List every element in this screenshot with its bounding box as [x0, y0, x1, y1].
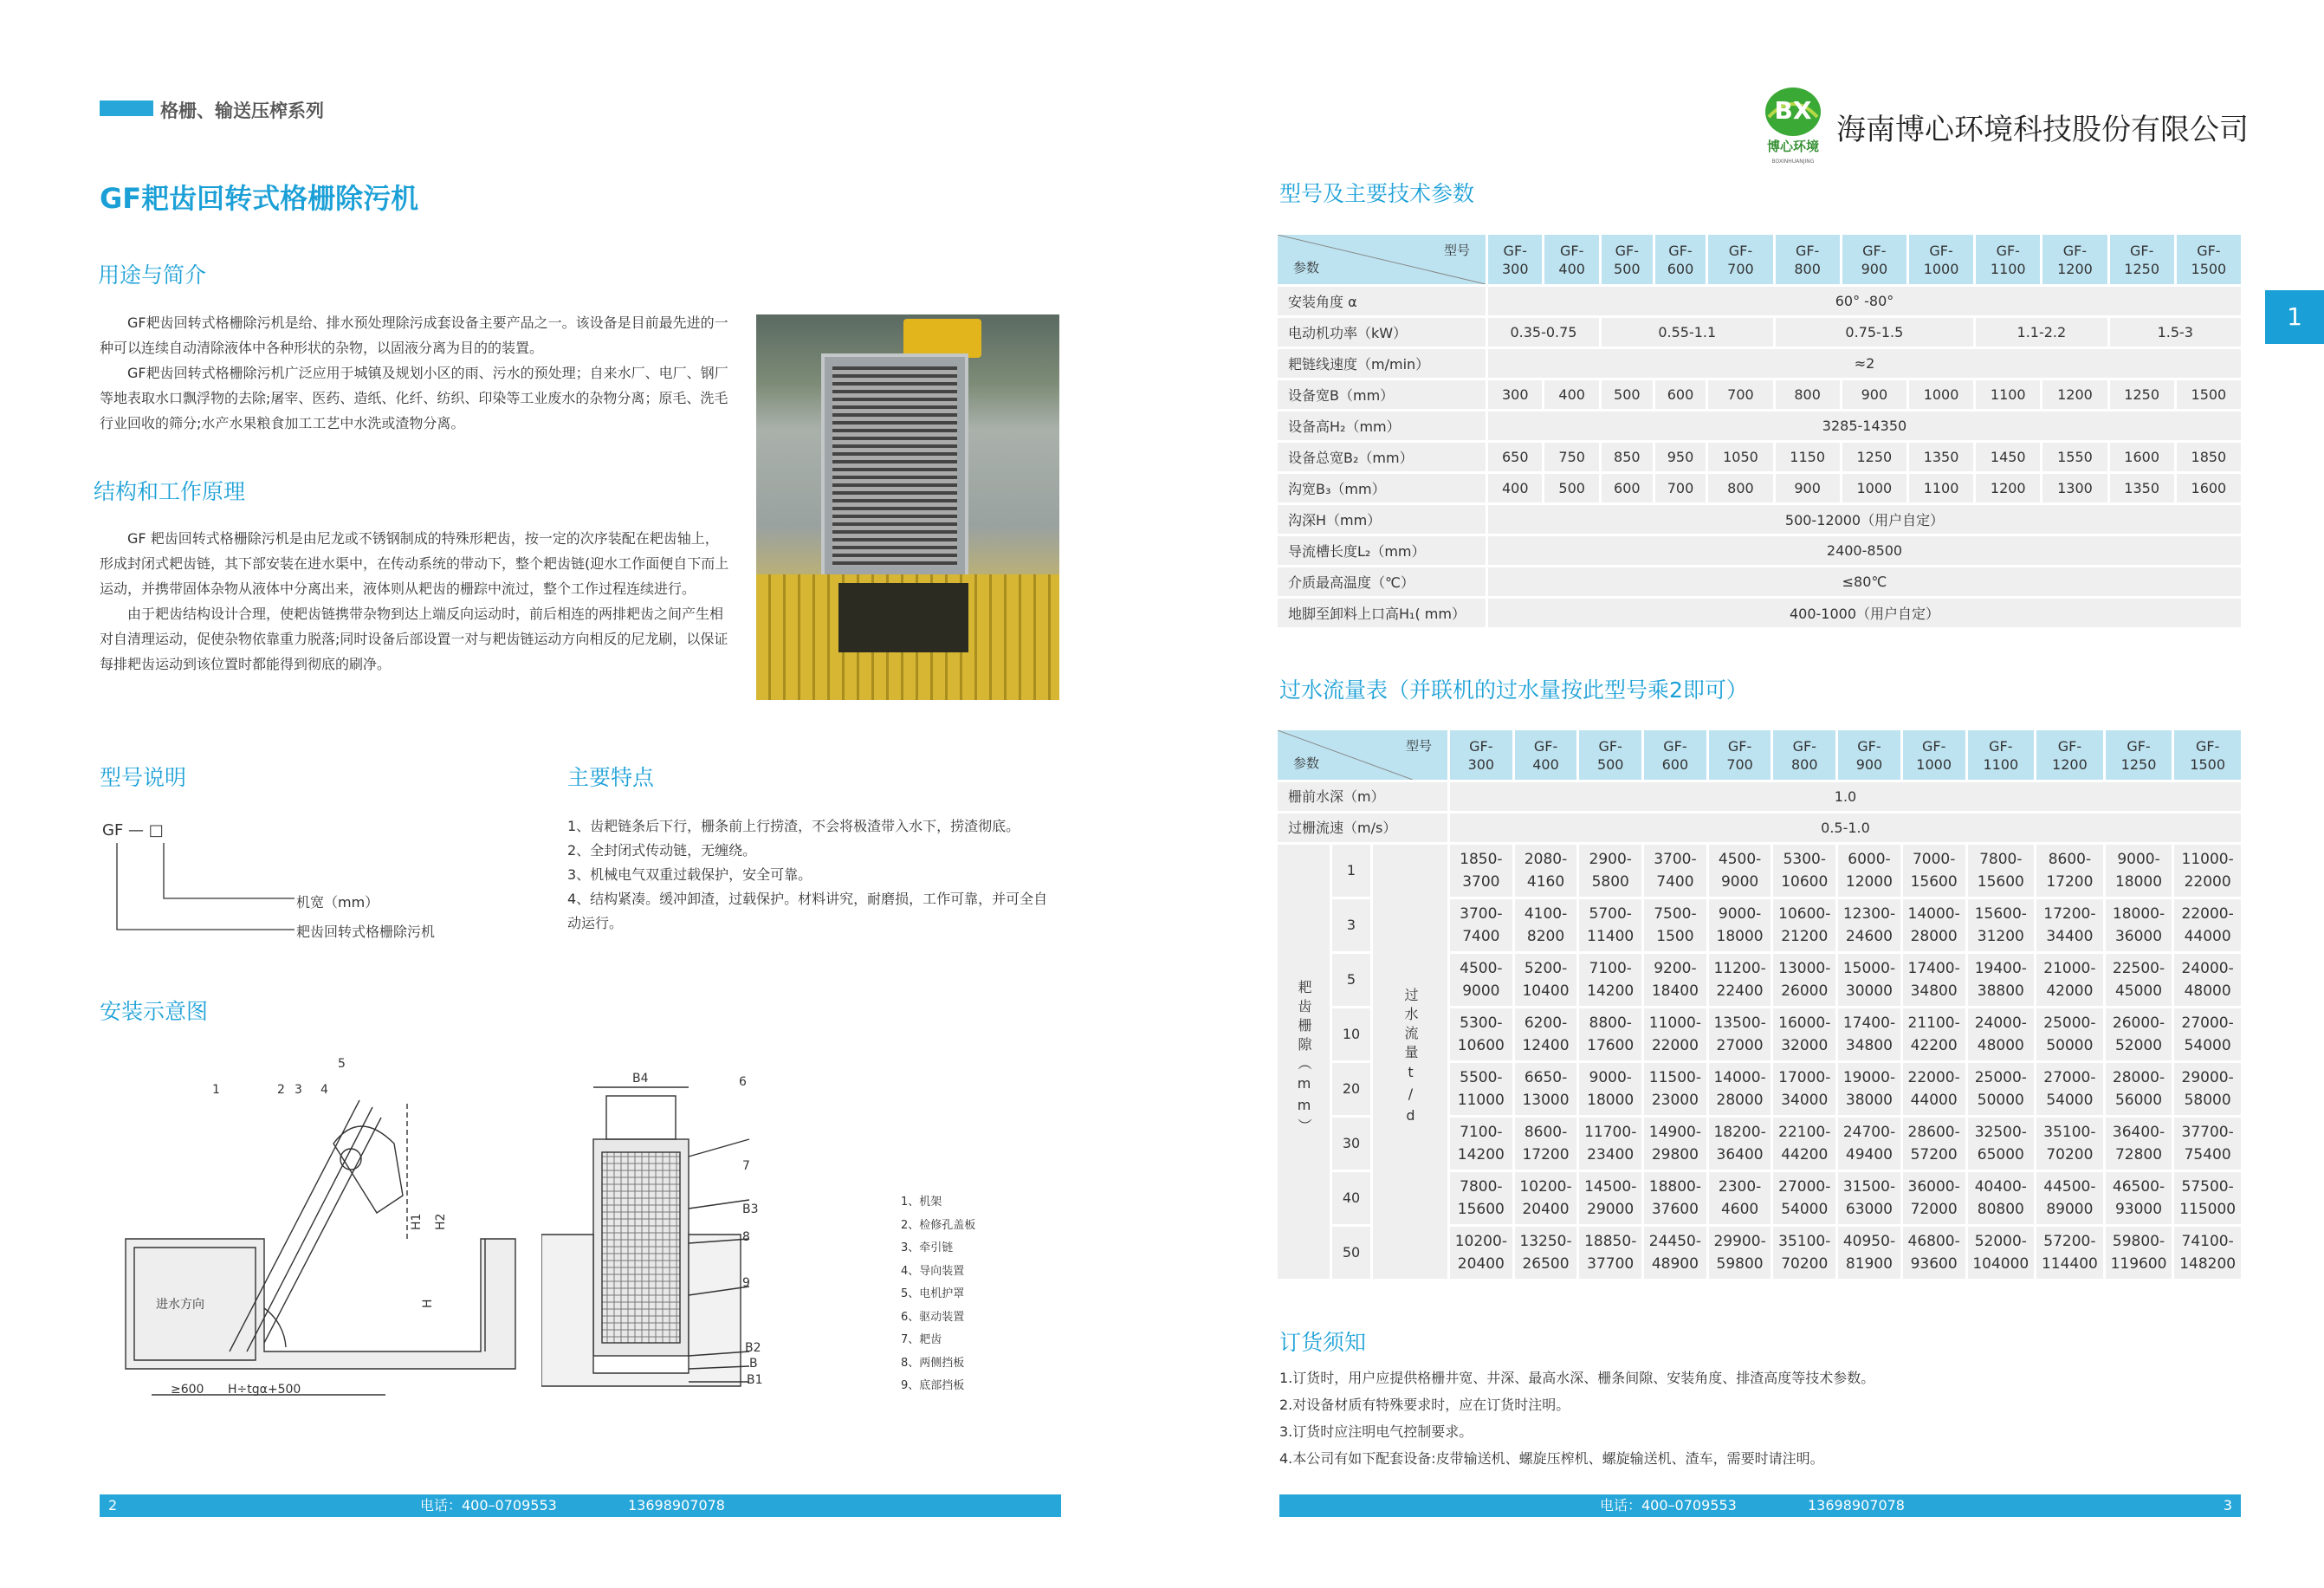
label-b1: B1 [747, 1373, 763, 1387]
structure-heading: 结构和工作原理 [94, 479, 246, 504]
page-tab: 1 [2265, 290, 2324, 344]
model-header: GF- 300 [1488, 235, 1542, 284]
flow-cell: 2300- 4600 [1709, 1172, 1771, 1224]
flow-cell: 7100- 14200 [1579, 954, 1641, 1006]
spec-cell: 1100 [1976, 380, 2040, 409]
flow-cell: 18000- 36000 [2106, 899, 2172, 951]
flow-cell: 8600- 17200 [2036, 845, 2103, 897]
flow-cell: 15600- 31200 [1968, 899, 2035, 951]
footer-phone: 电话：400–0709553 [1600, 1497, 1737, 1513]
spec-cell: 900 [1842, 380, 1906, 409]
legend-item: 2、检修孔盖板 [901, 1218, 976, 1232]
model-header: GF- 1200 [2036, 730, 2103, 780]
label-inflow: 进水方向 [156, 1298, 204, 1312]
usage-para-2: GF耙齿回转式格栅除污机广泛应用于城镇及规划小区的雨、污水的预处理；自来水厂、电厂、钢厂等地表取水口飘浮物的去除;屠宰、医药、造纸、化纤、纺织、印染等工业废水的杂物分离；原毛、洗毛行业回收的筛分;水产水果粮食加工工艺中水洗或渣物分离。 [100, 365, 728, 431]
flow-cell: 37700- 75400 [2174, 1118, 2241, 1170]
flow-cell: 5300- 10600 [1773, 845, 1835, 897]
flow-cell: 7500- 1500 [1644, 899, 1706, 951]
order-item: 3.订货时应注明电气控制要求。 [1279, 1423, 1473, 1440]
page-number: 2 [108, 1497, 118, 1513]
flow-cell: 18800- 37600 [1644, 1172, 1706, 1224]
flow-cell: 9000- 18000 [1709, 899, 1771, 951]
right-footer [1279, 1494, 2241, 1517]
model-header: GF- 1000 [1909, 235, 1973, 284]
label-4: 4 [320, 1083, 328, 1097]
model-header: GF- 900 [1842, 235, 1906, 284]
gap-value: 50 [1332, 1227, 1370, 1279]
feature-item: 3、机械电气双重过载保护，安全可靠。 [567, 866, 812, 883]
flow-cell: 44500- 89000 [2036, 1172, 2103, 1224]
flow-cell: 8600- 17200 [1515, 1118, 1577, 1170]
flow-axis-text: 过水流量t/d [1402, 988, 1419, 1129]
flow-cell: 4100- 8200 [1515, 899, 1577, 951]
model-header: GF- 1250 [2110, 235, 2174, 284]
spec-row-label: 设备总宽B₂（mm） [1278, 443, 1486, 471]
model-width-label: 机宽（mm） [296, 894, 379, 911]
flow-cell: 9200- 18400 [1644, 954, 1706, 1006]
features-list [567, 814, 1061, 936]
spec-row-label: 耙链线速度（m/min） [1278, 349, 1486, 378]
model-header: GF- 600 [1655, 235, 1706, 284]
logo-en: BOXINHUANJING [1771, 159, 1815, 165]
left-footer [100, 1494, 1061, 1517]
page-number: 3 [2223, 1497, 2232, 1513]
flow-cell: 7800- 15600 [1968, 845, 2035, 897]
spec-cell: 1500 [2177, 380, 2241, 409]
features-heading: 主要特点 [567, 765, 655, 790]
gap-value: 3 [1332, 899, 1370, 951]
gap-value: 10 [1332, 1008, 1370, 1060]
feature-item: 2、全封闭式传动链，无缠绕。 [567, 842, 757, 859]
label-2: 2 [277, 1083, 285, 1097]
flow-cell: 1850- 3700 [1450, 845, 1512, 897]
spec-row-label: 地脚至卸料上口高H₁( mm） [1278, 599, 1486, 627]
spec-heading: 型号及主要技术参数 [1279, 181, 1475, 206]
model-header: GF- 800 [1773, 730, 1835, 780]
spec-row-label: 设备高H₂（mm） [1278, 412, 1486, 440]
model-code: GF — □ [102, 821, 164, 839]
label-h: H [421, 1299, 435, 1308]
model-header: GF- 1100 [1976, 235, 2040, 284]
flow-cell: 57500- 115000 [2174, 1172, 2241, 1224]
spec-cell: ≤80℃ [1488, 567, 2241, 596]
page-title: GF耙齿回转式格栅除污机 [100, 182, 419, 215]
footer-phone-2: 13698907078 [628, 1497, 725, 1513]
label-1: 1 [212, 1083, 220, 1097]
flow-corner-param: 参数 [1293, 755, 1320, 771]
spec-cell: 1150 [1776, 443, 1840, 471]
series-bar [100, 100, 153, 116]
install-legend [901, 1191, 975, 1398]
spec-cell: 1100 [1909, 474, 1973, 502]
spec-cell: 400-1000（用户自定） [1488, 599, 2241, 627]
front-view-drawing [541, 1070, 801, 1416]
flow-table [1275, 728, 2243, 1281]
flow-cell: 8800- 17600 [1579, 1008, 1641, 1060]
flow-cell: 4500- 9000 [1450, 954, 1512, 1006]
model-header: GF- 800 [1776, 235, 1840, 284]
legend-item: 9、底部挡板 [901, 1379, 965, 1392]
flow-cell: 13250- 26500 [1515, 1227, 1577, 1279]
flow-axis-label [1373, 845, 1447, 1279]
logo-mark: BX [1774, 96, 1812, 125]
flow-cell: 5500- 11000 [1450, 1063, 1512, 1115]
flow-cell: 22000- 44000 [1903, 1063, 1965, 1115]
flow-cell: 46800- 93600 [1903, 1227, 1965, 1279]
flow-cell: 11200- 22400 [1709, 954, 1771, 1006]
label-h2: H2 [434, 1213, 448, 1230]
spec-cell: 60° -80° [1488, 287, 2241, 315]
spec-cell: 1250 [2110, 380, 2174, 409]
structure-para-1: GF 耙齿回转式格栅除污机是由尼龙或不锈钢制成的特殊形耙齿，按一定的次序装配在耙齿轴上，形成封闭式耙齿链，其下部安装在进水渠中，在传动系统的带动下，整个耙齿链(迎水工作面便自下而上运动，并携带固体杂物从液体中分离出来，液体则从耙齿的栅踪中流过，整个工作过程连续进行。 [100, 530, 729, 597]
spec-cell: 500 [1544, 474, 1598, 502]
spec-cell: 400 [1544, 380, 1598, 409]
flow-cell: 15000- 30000 [1838, 954, 1900, 1006]
flow-cell: 10200- 20400 [1450, 1227, 1512, 1279]
motor-shape [903, 319, 981, 358]
legend-item: 5、电机护罩 [901, 1287, 965, 1300]
flow-cell: 6000- 12000 [1838, 845, 1900, 897]
spec-row-label: 安装角度 α [1278, 287, 1486, 315]
flow-cell: 17200- 34400 [2036, 899, 2103, 951]
usage-text [100, 310, 732, 436]
spec-cell: 0.55-1.1 [1602, 318, 1773, 347]
flow-cell: 24450- 48900 [1644, 1227, 1706, 1279]
model-header: GF- 300 [1450, 730, 1512, 780]
flow-cell: 4500- 9000 [1709, 845, 1771, 897]
order-item: 1.订货时，用户应提供格栅井宽、井深、最高水深、栅条间隙、安装角度、排渣高度等技术参数。 [1279, 1370, 1875, 1386]
model-header: GF- 400 [1544, 235, 1598, 284]
flow-cell: 40950- 81900 [1838, 1227, 1900, 1279]
flow-cell: 3700- 7400 [1644, 845, 1706, 897]
model-header: GF- 1100 [1968, 730, 2035, 780]
spec-cell: 1000 [1909, 380, 1973, 409]
flow-cell: 59800- 119600 [2106, 1227, 2172, 1279]
spec-cell: 3285-14350 [1488, 412, 2241, 440]
spec-cell: 700 [1708, 380, 1772, 409]
flow-cell: 14500- 29000 [1579, 1172, 1641, 1224]
spec-cell: 900 [1776, 474, 1840, 502]
flow-depth-label: 栅前水深（m） [1278, 782, 1447, 811]
flow-cell: 17400- 34800 [1838, 1008, 1900, 1060]
flow-cell: 36000- 72000 [1903, 1172, 1965, 1224]
spec-cell: 2400-8500 [1488, 536, 2241, 565]
company-logo [1750, 82, 1836, 169]
spec-row-label: 导流槽长度L₂（mm） [1278, 536, 1486, 565]
model-header: GF- 1500 [2177, 235, 2241, 284]
logo-cn: 博心环境 [1766, 139, 1820, 154]
spec-cell: 600 [1602, 474, 1653, 502]
order-item: 4.本公司有如下配套设备:皮带输送机、螺旋压榨机、螺旋输送机、渣车，需要时请注明。 [1279, 1450, 1824, 1467]
feature-item: 1、齿耙链条后下行，栅条前上行捞渣，不会将极渣带入水下，捞渣彻底。 [567, 818, 1020, 834]
spec-cell: 0.75-1.5 [1776, 318, 1974, 347]
structure-para-2: 由于耙齿结构设计合理，使耙齿链携带杂物到达上端反向运动时，前后相连的两排耙齿之间产生相对自清理运动，促使杂物依靠重力脱落;同时设备后部设置一对与耙齿链运动方向相反的尼龙刷，以保证每排耙齿运动到该位置时都能得到彻底的刷净。 [100, 606, 728, 672]
spec-cell: 400 [1488, 474, 1542, 502]
flow-cell: 5300- 10600 [1450, 1008, 1512, 1060]
flow-cell: 13500- 27000 [1709, 1008, 1771, 1060]
spec-corner-model: 型号 [1443, 243, 1470, 258]
spec-row-label: 电动机功率（kW） [1278, 318, 1486, 347]
spec-row-label: 介质最高温度（℃） [1278, 567, 1486, 596]
spec-corner-param: 参数 [1293, 260, 1320, 275]
model-header: GF- 500 [1579, 730, 1641, 780]
flow-cell: 14000- 28000 [1709, 1063, 1771, 1115]
flow-cell: 27000- 54000 [2036, 1063, 2103, 1115]
flow-cell: 22100- 44200 [1773, 1118, 1835, 1170]
spec-cell: 800 [1708, 474, 1772, 502]
flow-cell: 6650- 13000 [1515, 1063, 1577, 1115]
spec-cell: 1550 [2042, 443, 2107, 471]
spec-cell: 700 [1655, 474, 1706, 502]
flow-cell: 6200- 12400 [1515, 1008, 1577, 1060]
flow-cell: 21000- 42000 [2036, 954, 2103, 1006]
label-b: B [749, 1357, 758, 1371]
spec-cell: 600 [1655, 380, 1706, 409]
flow-cell: 57200- 114400 [2036, 1227, 2103, 1279]
flow-cell: 22000- 44000 [2174, 899, 2241, 951]
model-name-label: 耙齿回转式格栅除污机 [296, 924, 436, 940]
flow-cell: 17400- 34800 [1903, 954, 1965, 1006]
flow-cell: 52000- 104000 [1968, 1227, 2035, 1279]
spec-cell: 1050 [1708, 443, 1772, 471]
gap-value: 5 [1332, 954, 1370, 1006]
spec-row-label: 设备宽B（mm） [1278, 380, 1486, 409]
flow-cell: 18200- 36400 [1709, 1118, 1771, 1170]
flow-speed-value: 0.5-1.0 [1450, 813, 2241, 842]
gap-axis-label [1278, 845, 1330, 1279]
spec-cell: 1300 [2042, 474, 2107, 502]
spec-cell: 1000 [1842, 474, 1906, 502]
model-header: GF- 900 [1838, 730, 1900, 780]
spec-row-label: 沟深H（mm） [1278, 505, 1486, 534]
flow-cell: 25000- 50000 [1968, 1063, 2035, 1115]
spec-cell: 500-12000（用户自定） [1488, 505, 2241, 534]
flow-cell: 9000- 18000 [2106, 845, 2172, 897]
label-htg: H÷tgα+500 [228, 1383, 301, 1397]
model-header: GF- 1200 [2042, 235, 2107, 284]
gap-value: 1 [1332, 845, 1370, 897]
flow-cell: 27000- 54000 [1773, 1172, 1835, 1224]
company-name: 海南博心环境科技股份有限公司 [1836, 113, 2249, 147]
spec-cell: 1.5-3 [2110, 318, 2241, 347]
footer-phone: 电话：400–0709553 [420, 1497, 557, 1513]
flow-cell: 2080- 4160 [1515, 845, 1577, 897]
spec-cell: 1350 [2110, 474, 2174, 502]
flow-cell: 2900- 5800 [1579, 845, 1641, 897]
flow-cell: 18850- 37700 [1579, 1227, 1641, 1279]
spec-cell: 750 [1544, 443, 1598, 471]
legend-item: 1、机架 [901, 1196, 942, 1209]
flow-cell: 3700- 7400 [1450, 899, 1512, 951]
footer-phone-2: 13698907078 [1808, 1497, 1905, 1513]
flow-cell: 35100- 70200 [2036, 1118, 2103, 1170]
label-b2: B2 [745, 1341, 761, 1355]
model-heading: 型号说明 [100, 765, 187, 790]
gap-value: 20 [1332, 1063, 1370, 1115]
flow-cell: 5700- 11400 [1579, 899, 1641, 951]
flow-cell: 16000- 32000 [1773, 1008, 1835, 1060]
flow-cell: 14000- 28000 [1903, 899, 1965, 951]
flow-cell: 10200- 20400 [1515, 1172, 1577, 1224]
spec-cell: 0.35-0.75 [1488, 318, 1599, 347]
model-header: GF- 500 [1602, 235, 1653, 284]
spec-cell: 800 [1776, 380, 1840, 409]
flow-cell: 10600- 21200 [1773, 899, 1835, 951]
spec-cell: 1250 [1842, 443, 1906, 471]
spec-corner [1278, 235, 1486, 284]
order-heading: 订货须知 [1279, 1330, 1367, 1355]
flow-cell: 29000- 58000 [2174, 1063, 2241, 1115]
spec-cell: 500 [1602, 380, 1653, 409]
usage-heading: 用途与简介 [98, 263, 207, 288]
flow-cell: 31500- 63000 [1838, 1172, 1900, 1224]
structure-text [100, 526, 732, 677]
spec-cell: 850 [1602, 443, 1653, 471]
spec-cell: 1.1-2.2 [1976, 318, 2107, 347]
flow-cell: 74100- 148200 [2174, 1227, 2241, 1279]
usage-para-1: GF耙齿回转式格栅除污机是给、排水预处理除污成套设备主要产品之一。该设备是目前最先进的一种可以连续自动清除液体中各种形状的杂物，以固液分离为目的的装置。 [100, 314, 728, 356]
spec-cell: 1600 [2110, 443, 2174, 471]
model-header: GF- 1250 [2106, 730, 2172, 780]
model-header: GF- 700 [1708, 235, 1772, 284]
label-6: 6 [739, 1075, 747, 1089]
label-b3: B3 [742, 1202, 759, 1216]
flow-cell: 26000- 52000 [2106, 1008, 2172, 1060]
label-7: 7 [742, 1159, 750, 1173]
flow-cell: 35100- 70200 [1773, 1227, 1835, 1279]
flow-cell: 11000- 22000 [2174, 845, 2241, 897]
flow-cell: 28600- 57200 [1903, 1118, 1965, 1170]
flow-cell: 9000- 18000 [1579, 1063, 1641, 1115]
spec-row-label: 沟宽B₃（mm） [1278, 474, 1486, 502]
flow-corner [1278, 730, 1447, 780]
flow-cell: 32500- 65000 [1968, 1118, 2035, 1170]
spec-cell: 950 [1655, 443, 1706, 471]
flow-cell: 11500- 23000 [1644, 1063, 1706, 1115]
flow-cell: 27000- 54000 [2174, 1008, 2241, 1060]
model-header: GF- 600 [1644, 730, 1706, 780]
flow-cell: 19400- 38800 [1968, 954, 2035, 1006]
flow-cell: 40400- 80800 [1968, 1172, 2035, 1224]
rake-shape [832, 366, 957, 566]
model-header: GF- 700 [1709, 730, 1771, 780]
flow-cell: 24700- 49400 [1838, 1118, 1900, 1170]
model-header: GF- 1000 [1903, 730, 1965, 780]
label-600: ≥600 [171, 1383, 204, 1397]
order-list [1279, 1364, 2241, 1472]
spec-cell: 1600 [2177, 474, 2241, 502]
product-photo [756, 314, 1059, 700]
flow-cell: 17000- 34000 [1773, 1063, 1835, 1115]
spec-cell: 1200 [1976, 474, 2040, 502]
gap-axis-text: 耙齿栅隙（mm） [1296, 979, 1312, 1138]
label-9: 9 [742, 1276, 750, 1290]
flow-cell: 36400- 72800 [2106, 1118, 2172, 1170]
install-heading: 安装示意图 [100, 999, 209, 1024]
label-5: 5 [338, 1057, 346, 1071]
flow-cell: 7800- 15600 [1450, 1172, 1512, 1224]
flow-cell: 19000- 38000 [1838, 1063, 1900, 1115]
label-8: 8 [742, 1230, 750, 1244]
spec-cell: ≈2 [1488, 349, 2241, 378]
legend-item: 8、两侧挡板 [901, 1356, 965, 1370]
spec-cell: 1450 [1976, 443, 2040, 471]
spec-cell: 1850 [2177, 443, 2241, 471]
side-view-drawing [100, 1048, 585, 1412]
flow-cell: 14900- 29800 [1644, 1118, 1706, 1170]
legend-item: 7、耙齿 [901, 1333, 942, 1346]
flow-cell: 29900- 59800 [1709, 1227, 1771, 1279]
flow-speed-label: 过栅流速（m/s） [1278, 813, 1447, 842]
flow-depth-value: 1.0 [1450, 782, 2241, 811]
spec-cell: 300 [1488, 380, 1542, 409]
label-3: 3 [295, 1083, 302, 1097]
feature-item: 4、结构紧凑。缓冲卸渣，过载保护。材料讲究，耐磨损，工作可靠，并可全自动运行。 [567, 891, 1048, 931]
flow-cell: 24000- 48000 [2174, 954, 2241, 1006]
flow-cell: 22500- 45000 [2106, 954, 2172, 1006]
flow-heading: 过水流量表（并联机的过水量按此型号乘2即可） [1279, 677, 1748, 703]
flow-cell: 24000- 48000 [1968, 1008, 2035, 1060]
flow-cell: 11700- 23400 [1579, 1118, 1641, 1170]
legend-item: 3、牵引链 [901, 1241, 954, 1254]
legend-item: 4、导向装置 [901, 1264, 965, 1278]
spec-cell: 1350 [1909, 443, 1973, 471]
gap-value: 40 [1332, 1172, 1370, 1224]
channel-opening [838, 583, 968, 652]
model-header: GF- 1500 [2174, 730, 2241, 780]
flow-cell: 11000- 22000 [1644, 1008, 1706, 1060]
flow-cell: 7000- 15600 [1903, 845, 1965, 897]
spec-cell: 1200 [2042, 380, 2107, 409]
flow-cell: 21100- 42200 [1903, 1008, 1965, 1060]
model-diagram-lines [100, 836, 307, 936]
gap-value: 30 [1332, 1118, 1370, 1170]
flow-cell: 28000- 56000 [2106, 1063, 2172, 1115]
flow-cell: 25000- 50000 [2036, 1008, 2103, 1060]
flow-cell: 46500- 93000 [2106, 1172, 2172, 1224]
order-item: 2.对设备材质有特殊要求时，应在订货时注明。 [1279, 1397, 1570, 1413]
flow-cell: 12300- 24600 [1838, 899, 1900, 951]
flow-cell: 13000- 26000 [1773, 954, 1835, 1006]
legend-item: 6、驱动装置 [901, 1310, 965, 1324]
flow-corner-model: 型号 [1405, 738, 1432, 754]
flow-cell: 7100- 14200 [1450, 1118, 1512, 1170]
flow-cell: 5200- 10400 [1515, 954, 1577, 1006]
model-header: GF- 400 [1515, 730, 1577, 780]
spec-cell: 650 [1488, 443, 1542, 471]
series-label: 格栅、输送压榨系列 [160, 100, 324, 121]
label-h1: H1 [410, 1213, 424, 1230]
spec-table [1275, 232, 2243, 630]
label-b4: B4 [632, 1072, 649, 1086]
